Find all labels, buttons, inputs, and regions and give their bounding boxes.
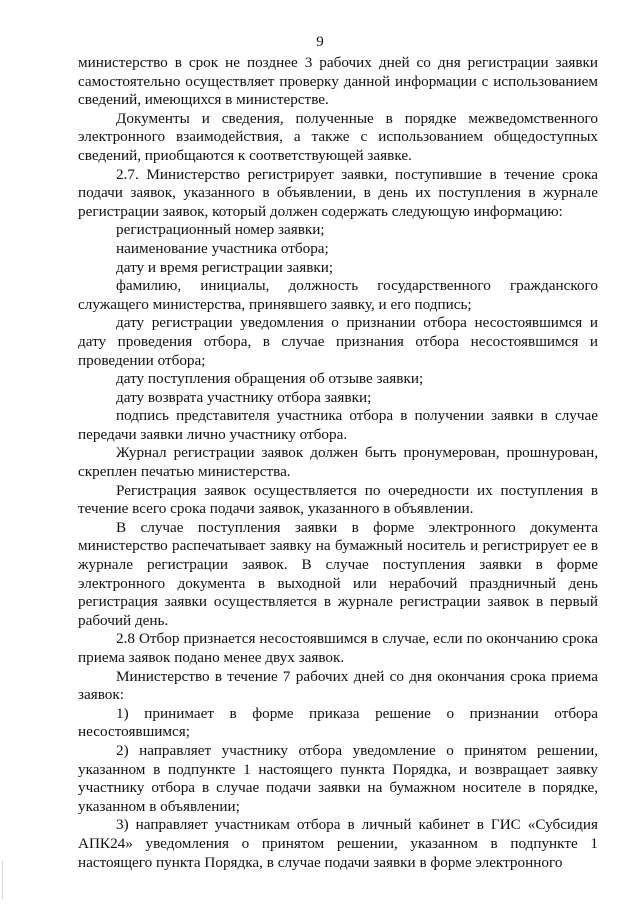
paragraph: Журнал регистрации заявок должен быть пронумерован, прошнурован, скреплен печатью министерства. <box>78 444 598 481</box>
paragraph: дату и время регистрации заявки; <box>116 258 334 276</box>
paragraph: 2.8 Отбор признается несостоявшимся в случае, если по окончанию срока приема заявок подано менее двух заявок. <box>78 630 598 666</box>
paragraph: 2) направляет участнику отбора уведомление о принятом решении, указанном в подпункте 1 настоящего пункта Порядка, и возвращает заявку участнику отбора в случае подачи заявки на бумажном носителе в порядке, указанном в объявлении; <box>78 741 598 815</box>
document-body <box>78 54 598 872</box>
paragraph: министерство в срок не позднее 3 рабочих дней со дня регистрации заявки самостоятельно осуществляет проверку данной информации с использованием сведений, имеющихся в министерстве. <box>78 54 598 109</box>
paragraph: Регистрация заявок осуществляется по очередности их поступления в течение всего срока подачи заявок, указанного в объявлении. <box>78 481 598 518</box>
paragraph: Документы и сведения, полученные в порядке межведомственного электронного взаимодействия, а также с использованием общедоступных сведений, приобщаются к соответствующей заявке. <box>78 109 598 164</box>
paragraph: 3) направляет участникам отбора в личный кабинет в ГИС «Субсидия АПК24» уведомления о принятом решении, указанном в подпункте 1 настоящего пункта Порядка, в случае подачи заявки в форме электронного <box>78 816 598 871</box>
paragraph: наименование участника отбора; <box>116 239 329 257</box>
page-number: 9 <box>316 34 324 50</box>
paragraph: 2.7. Министерство регистрирует заявки, поступившие в течение срока подачи заявок, указанного в объявлении, в день их поступления в журнале регистрации заявок, который должен содержать следующую информацию: <box>78 165 598 220</box>
paragraph: Министерство в течение 7 рабочих дней со дня окончания срока приема заявок: <box>78 667 598 704</box>
paragraph: подпись представителя участника отбора в получении заявки в случае передачи заявки лично участнику отбора. <box>78 407 598 443</box>
paragraph: регистрационный номер заявки; <box>116 221 325 239</box>
paragraph: 1) принимает в форме приказа решение о признании отбора несостоявшимся; <box>78 704 598 741</box>
paragraph: В случае поступления заявки в форме электронного документа министерство распечатывает заявку на бумажный носитель и регистрирует ее в журнале регистрации заявок. В случае поступления заявки в форме электронного документа в выходной или нерабочий праздничный день регистрация заявки осуществляется в журнале регистрации заявок в первый рабочий день. <box>78 518 598 629</box>
scan-edge-mark <box>2 860 3 900</box>
paragraph: дату поступления обращения об отзыве заявки; <box>116 370 424 388</box>
paragraph: дату возврата участнику отбора заявки; <box>116 388 372 406</box>
paragraph: дату регистрации уведомления о признании отбора несостоявшимся и дату проведения отбора, в случае признания отбора несостоявшимся и проведении отбора; <box>78 314 598 369</box>
paragraph: фамилию, инициалы, должность государственного гражданского служащего министерства, принявшего заявку, и его подпись; <box>78 277 598 313</box>
